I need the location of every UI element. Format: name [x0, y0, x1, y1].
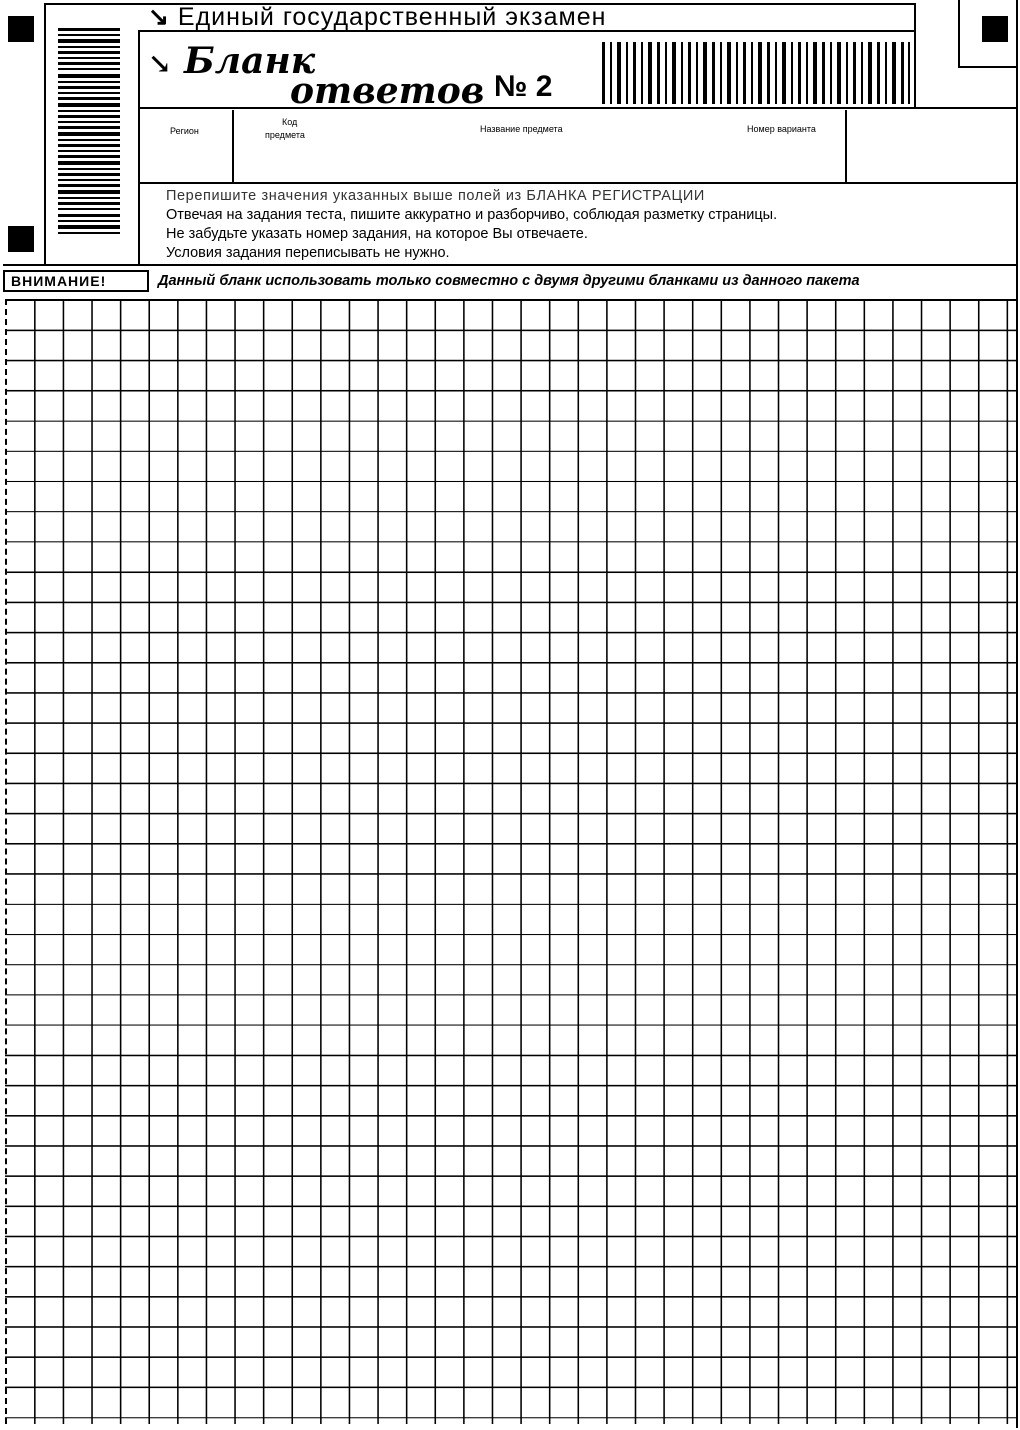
header-right-border-upper: [914, 3, 916, 107]
field-divider-1: [232, 110, 234, 182]
form-title-line2: ответов: [290, 70, 485, 112]
instruction-line-3: Не забудьте указать номер задания, на которое Вы отвечаете.: [166, 226, 588, 242]
left-barcode: [58, 28, 120, 236]
corner-marker-top-left: [8, 16, 34, 42]
form-number: № 2: [494, 70, 553, 103]
exam-title: [148, 2, 606, 32]
instruction-line-1: Перепишите значения указанных выше полей из БЛАНКА РЕГИСТРАЦИИ: [166, 188, 705, 204]
header-left-border: [44, 3, 46, 265]
header-title-left: [138, 30, 140, 265]
subject-code-label-line1: Код: [282, 117, 298, 127]
right-barcode: [602, 42, 912, 104]
field-divider-2: [845, 110, 847, 182]
region-label: Регион: [170, 126, 199, 136]
corner-marker-top-right: [982, 16, 1008, 42]
arrow-icon: ↘: [148, 47, 172, 80]
variant-number-label: Номер варианта: [747, 124, 816, 134]
form-title-blank: Бланк: [184, 40, 316, 82]
subject-code-label-line2: предмета: [265, 130, 305, 140]
fields-bottom-line: [138, 182, 1016, 184]
corner-marker-bottom-left: [8, 226, 34, 252]
header-bottom-line: [3, 264, 1018, 266]
arrow-icon: ↘: [148, 3, 170, 31]
attention-text: Данный бланк использовать только совместно с двумя другими бланками из данного пакета: [158, 273, 860, 289]
attention-label: ВНИМАНИЕ!: [3, 270, 149, 292]
answer-grid[interactable]: [5, 299, 1018, 1424]
instruction-line-4: Условия задания переписывать не нужно.: [166, 245, 450, 261]
right-box-bottom: [958, 66, 1018, 68]
instruction-line-2: Отвечая на задания теста, пишите аккуратно и разборчиво, соблюдая разметку страницы.: [166, 207, 778, 223]
exam-title-text: Единый государственный экзамен: [177, 3, 607, 31]
right-box-left: [958, 0, 960, 68]
subject-name-label: Название предмета: [480, 124, 563, 134]
header-fields-top: [138, 107, 1016, 109]
